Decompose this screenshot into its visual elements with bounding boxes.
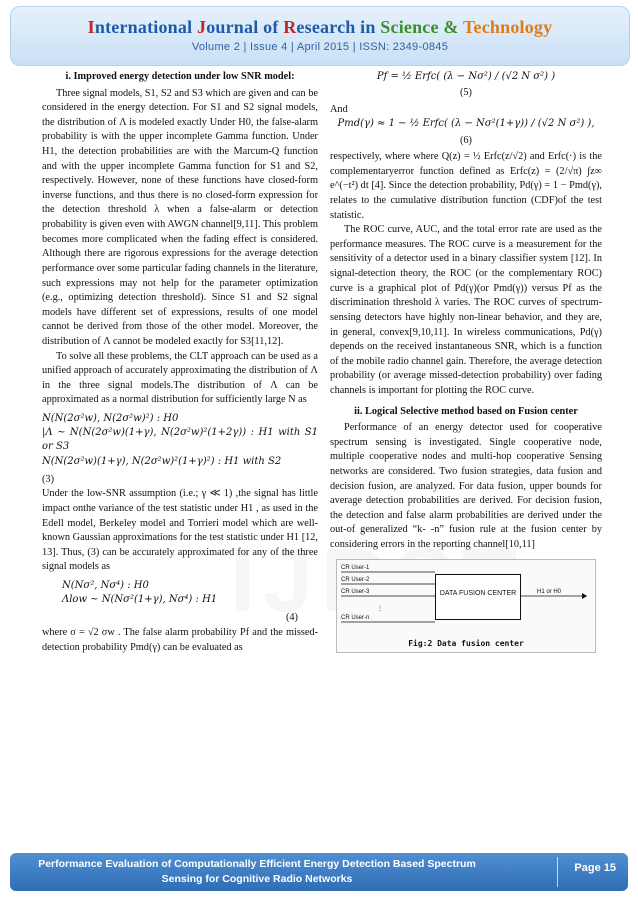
page-number: Page 15	[574, 862, 616, 874]
data-fusion-figure	[336, 559, 596, 653]
title-initial: I	[87, 17, 95, 37]
output-label: H1 or H0	[537, 588, 562, 595]
cr-user-label: CR User-3	[341, 588, 370, 595]
equation-4	[62, 579, 318, 607]
journal-header	[10, 6, 630, 66]
equation-line: |Λ ~ N(N(2σ²w)(1+γ), N(2σ²w)²(1+2γ)) : H1 with S1 or S3	[42, 427, 318, 453]
page-footer	[10, 853, 628, 891]
svg-text:⋮: ⋮	[377, 605, 383, 612]
data-fusion-center-box	[435, 574, 521, 620]
section-heading-logical: ii. Logical Selective method based on Fusion center	[354, 405, 578, 417]
equation-6: Pmd(γ) ≈ 1 − ½ Erfc( (λ − Nσ²(1+γ)) / (√2 N σ²) ),	[337, 118, 595, 130]
paragraph: The ROC curve, AUC, and the total error rate are used as the performance measures. The ROC curve is a measurement for the sensitivity of a detector used in a binary classifier system [12]. In signal-detection theory, the ROC (or the complementary ROC) curve is a graphical plot of Pd(γ)(or Pmd(γ)) versus Pf as the discrimination threshold λ varies. The ROC curves of spectrum-sensing detectors have highly non-linear behavior, and they are, in general, convex[9,10,11]. In wireless communications, Pd(γ) depends on the received instantaneous SNR, which is a function of the mobile radio channel gain. Therefore, the average detection probability (or average missed-detection probability) over fading channels is important for plotting the ROC curve.	[330, 224, 602, 396]
paragraph: Under the low-SNR assumption (i.e.; γ ≪ 1) ,the signal has little impact onthe variance of the test statistic under H1 , as used in the Edell model, Berkeley model and Torrieri model which are well-known Gaussian approximations for the test statistic under H1 [12, 13]. Thus, (3) can be accurately approximated for any of the three signal models as	[42, 488, 318, 573]
equation-number: (4)	[285, 612, 298, 624]
box-label: DATA FUSION CENTER	[439, 589, 517, 597]
paragraph: To solve all these problems, the CLT approach can be used as a unified approach of accurately approximating the distribution of Λ in the three signal models.The distribution of Λ can be approximated as a normal distribution for sufficiently large N as	[42, 350, 318, 406]
equation-3	[42, 412, 318, 469]
equation-number: (6)	[459, 134, 472, 146]
title-word: nternational	[94, 17, 197, 37]
paragraph: Performance of an energy detector used for cooperative spectrum sensing is investigated. Single cooperative node, multiple cooperative nodes and multi-hop cooperative Sensing networks are considered. Two fusion strategies, data fusion and decision fusion, are analyzed. For data fusion, upper bounds for average detection probabilities are derived. For decision fusion, the detection and false alarm probabilities are derived under the out-of generalized “k- -n” fusion rule at the fusion center by considering errors in the reporting channel[10,11]	[330, 422, 602, 551]
section-heading-improved: i. Improved energy detection under low SNR model:	[65, 71, 295, 82]
paragraph: respectively, where where Q(z) = ½ Erfc(z/√2) and Erfc(·) is the complementaryerror function defined as Erfc(z) = (2/√π) ∫z∞ e^(−t²) dt [4]. Since the detection probability, Pd(γ) = 1 − Pmd(γ), relates to the cumulative distribution function (CDF)of the test statistic.	[330, 151, 602, 221]
and-label: And	[330, 103, 348, 115]
volume-issue-line: Volume 2 | Issue 4 | April 2015 | ISSN: 2349-0845	[191, 41, 449, 53]
cr-user-label: CR User-2	[341, 576, 370, 583]
equation-5: Pf = ½ Erfc( (λ − Nσ²) / (√2 N σ²) )	[376, 71, 556, 82]
paragraph: where σ = √2 σw . The false alarm probability Pf and the missed-detection probability Pmd(γ) can be evaluated as	[42, 627, 318, 653]
equation-line: N(N(2σ²w), N(2σ²w)²) : H0	[42, 413, 179, 425]
footer-paper-title: Performance Evaluation of Computationally Efficient Energy Detection Based Spectrum Sensing for Cognitive Radio Networks	[38, 858, 476, 885]
title-word: ournal of	[206, 17, 284, 37]
equation-line: Λlow ~ N(Nσ²(1+γ), Nσ⁴) : H1	[62, 594, 218, 606]
equation-number: (5)	[459, 87, 472, 99]
title-word: cience &	[390, 17, 463, 37]
left-column	[42, 70, 318, 655]
figure-caption: Fig:2 Data fusion center	[408, 639, 524, 649]
journal-title	[11, 17, 629, 38]
footer-divider	[557, 857, 558, 887]
title-word: echnology	[473, 17, 553, 37]
title-word: esearch in	[296, 17, 381, 37]
cr-user-label: CR User-1	[341, 564, 370, 571]
title-initial: R	[283, 17, 297, 37]
cr-user-label: CR User-n	[341, 614, 370, 621]
paragraph: Three signal models, S1, S2 and S3 which are given and can be considered in the energy detection. For S1 and S2 signal models, the distribution of Λ is modeled exactly Under H0, the false-alarm probability is with the upper incomplete Gamma function. Under H1, the detection probabilities are with the Marcum-Q function and with the upper incomplete Gamma function for S1 and S2, respectively. However, none of these functions have closed-form inverse functions, and thus there is no closed-form expression for the detection threshold λ when a false-alarm or detection probability is given even with AWGN channel[9,11]. This problem becomes more complicated when the fading effect is considered. Although there are rigorous expressions for the average detection performance over some particular fading channels in the literature, such expressions may not help for the parameter optimization (e.g., optimizing detection threshold). Since S1 and S2 signal models have different set of expressions, results of one model cannot be derived from those of the other model. Moreover, the distribution of Λ cannot be modeled exactly for S3[11,12].	[42, 87, 318, 347]
title-initial: J	[197, 17, 207, 37]
equation-number: (3)	[42, 473, 55, 485]
equation-line: N(N(2σ²w)(1+γ), N(2σ²w)²(1+γ)²) : H1 with S2	[42, 455, 282, 467]
equation-line: N(Nσ², Nσ⁴) : H0	[62, 580, 149, 592]
right-column	[330, 70, 602, 653]
title-initial: S	[380, 17, 391, 37]
title-initial: T	[462, 17, 474, 37]
